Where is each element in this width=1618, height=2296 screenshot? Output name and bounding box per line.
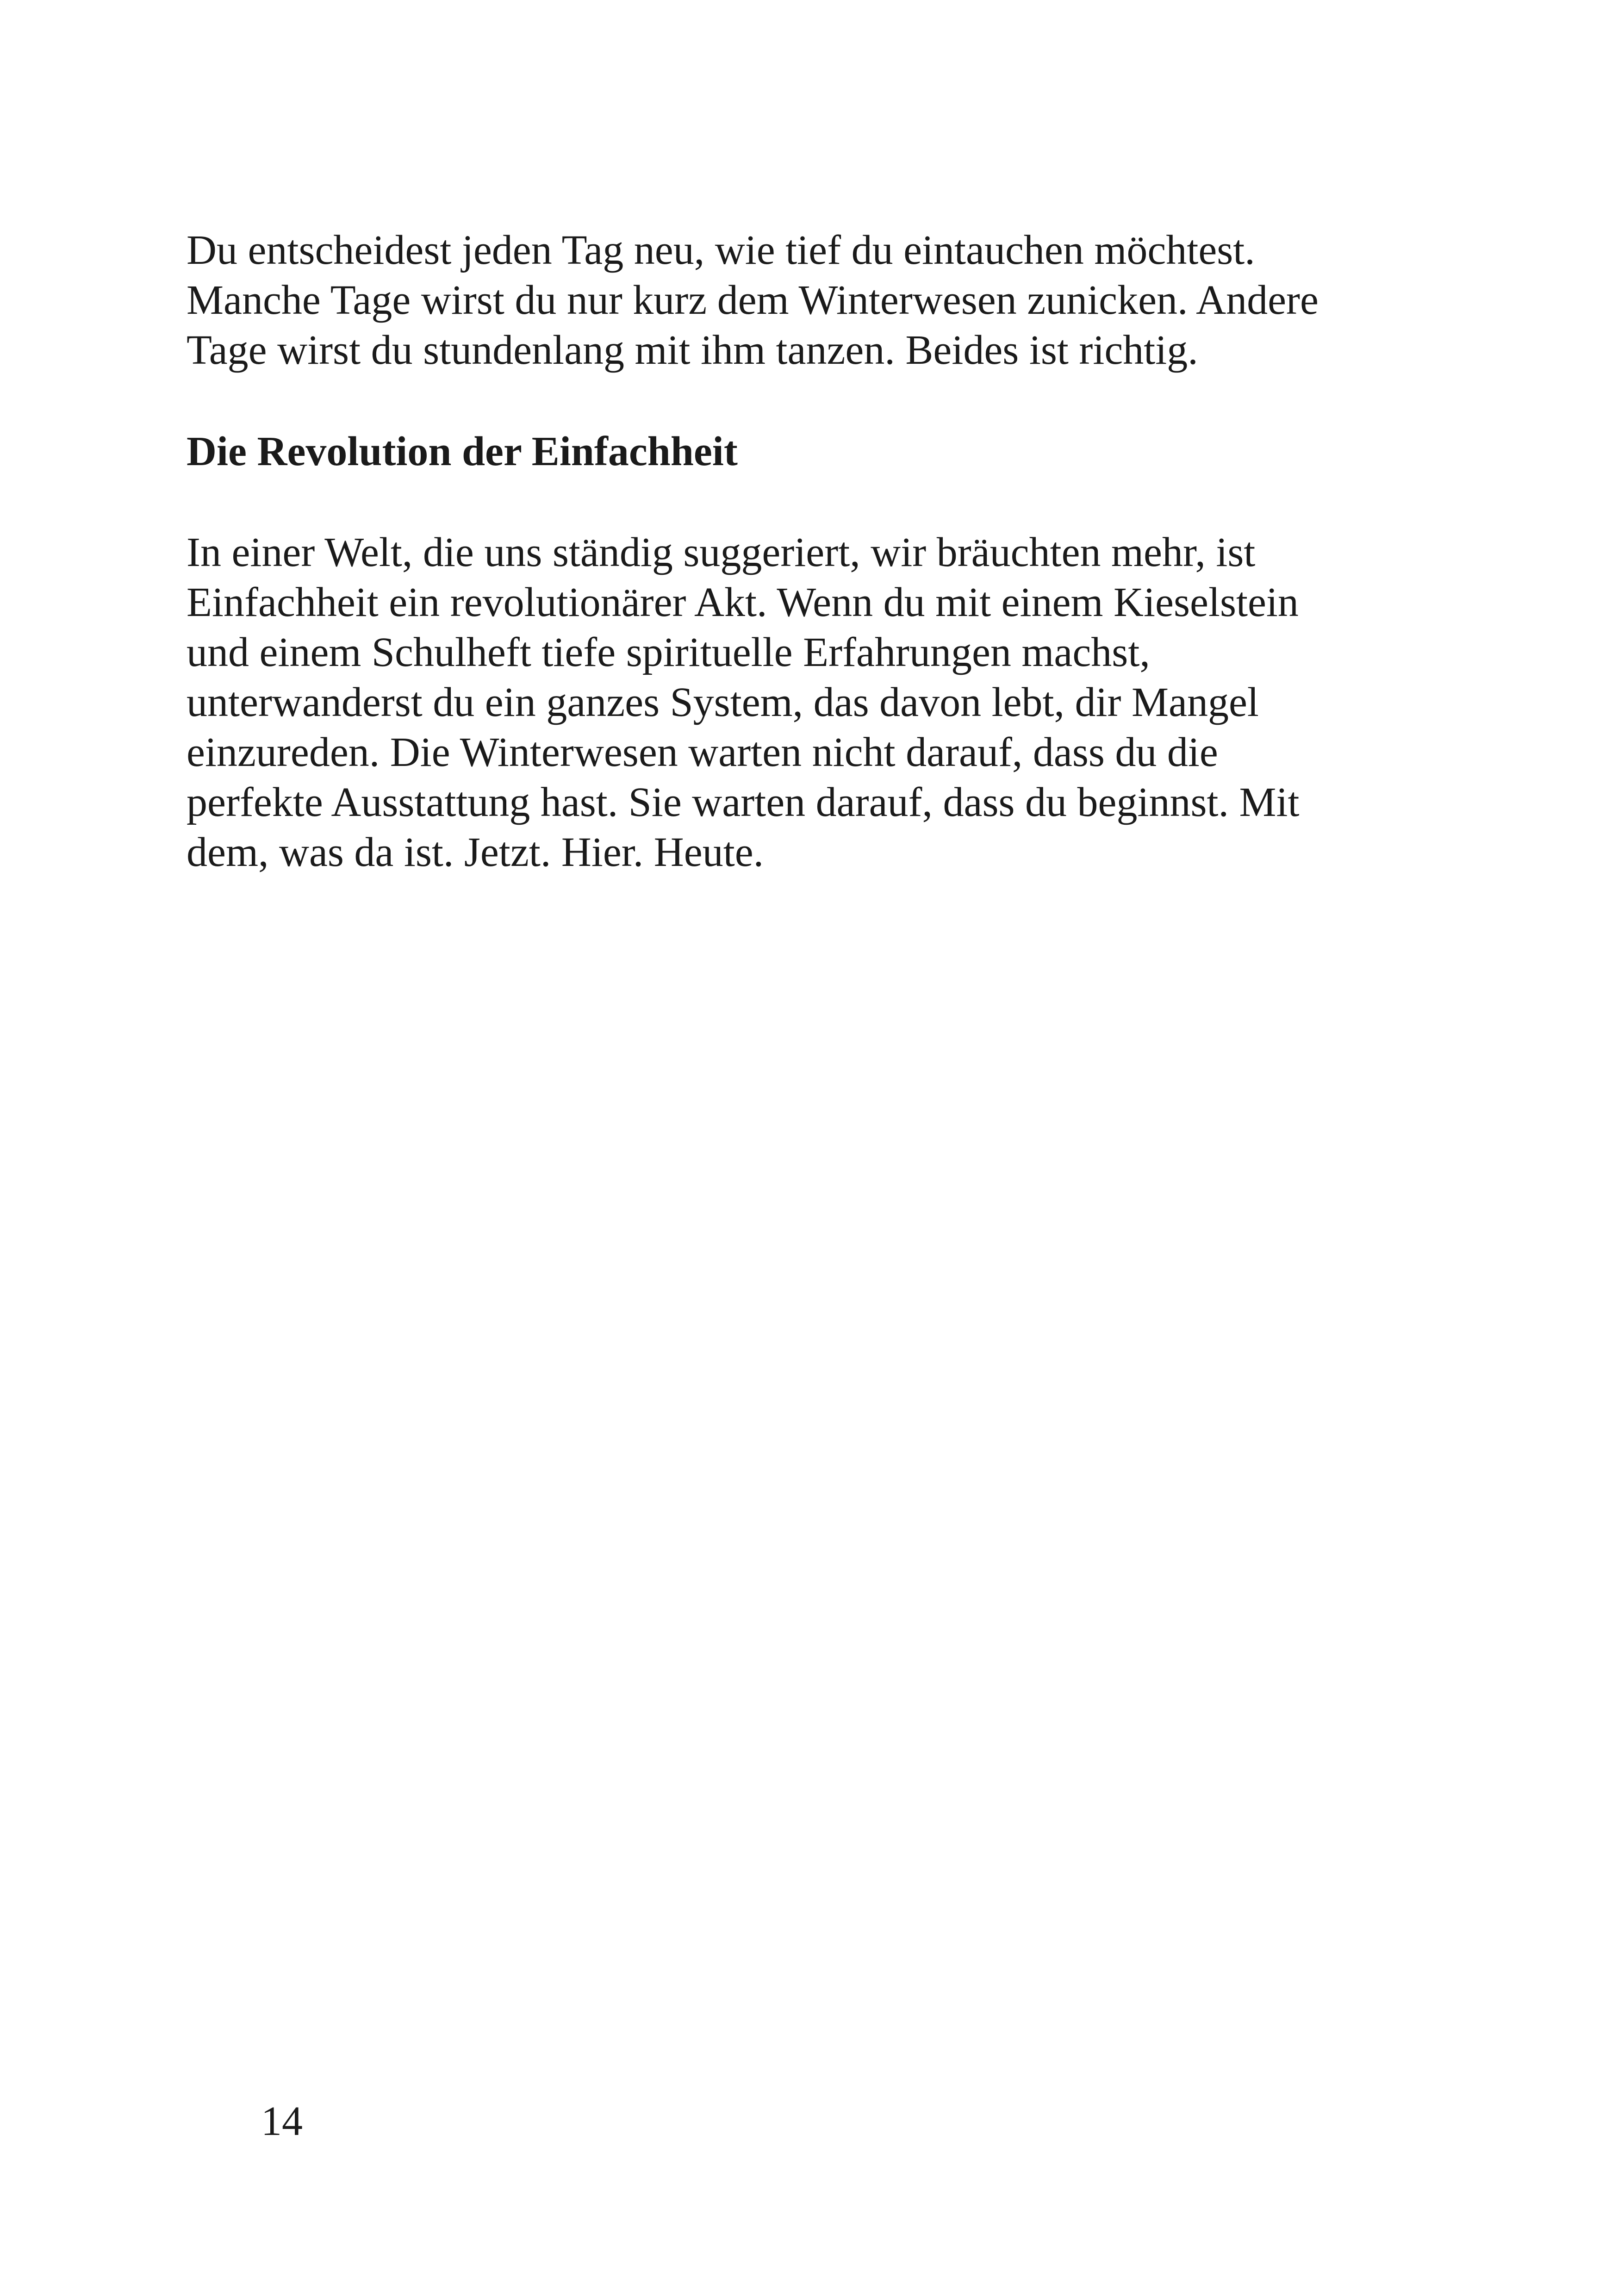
- paragraph-line: unterwanderst du ein ganzes System, das davon lebt, dir Mangel: [187, 679, 1259, 725]
- paragraph-line: perfekte Ausstattung hast. Sie warten darauf, dass du beginnst. Mit: [187, 779, 1300, 825]
- page-number: 14: [261, 2098, 303, 2144]
- paragraph-line: Einfachheit ein revolutionärer Akt. Wenn du mit einem Kieselstein: [187, 579, 1299, 625]
- paragraph-line: In einer Welt, die uns ständig suggeriert, wir bräuchten mehr, ist: [187, 529, 1256, 575]
- paragraph-line: und einem Schulheft tiefe spirituelle Erfahrungen machst,: [187, 629, 1150, 675]
- paragraph-line: Du entscheidest jeden Tag neu, wie tief du eintauchen möchtest.: [187, 227, 1255, 273]
- paragraph-line: Manche Tage wirst du nur kurz dem Winterwesen zunicken. Andere: [187, 277, 1319, 323]
- paragraph-intro: [187, 225, 1399, 375]
- paragraph-line: dem, was da ist. Jetzt. Hier. Heute.: [187, 829, 764, 875]
- paragraph-line: Tage wirst du stundenlang mit ihm tanzen. Beides ist richtig.: [187, 327, 1198, 373]
- paragraph-simplicity: [187, 528, 1399, 877]
- section-heading: Die Revolution der Einfachheit: [187, 429, 738, 474]
- paragraph-line: einzureden. Die Winterwesen warten nicht darauf, dass du die: [187, 729, 1218, 775]
